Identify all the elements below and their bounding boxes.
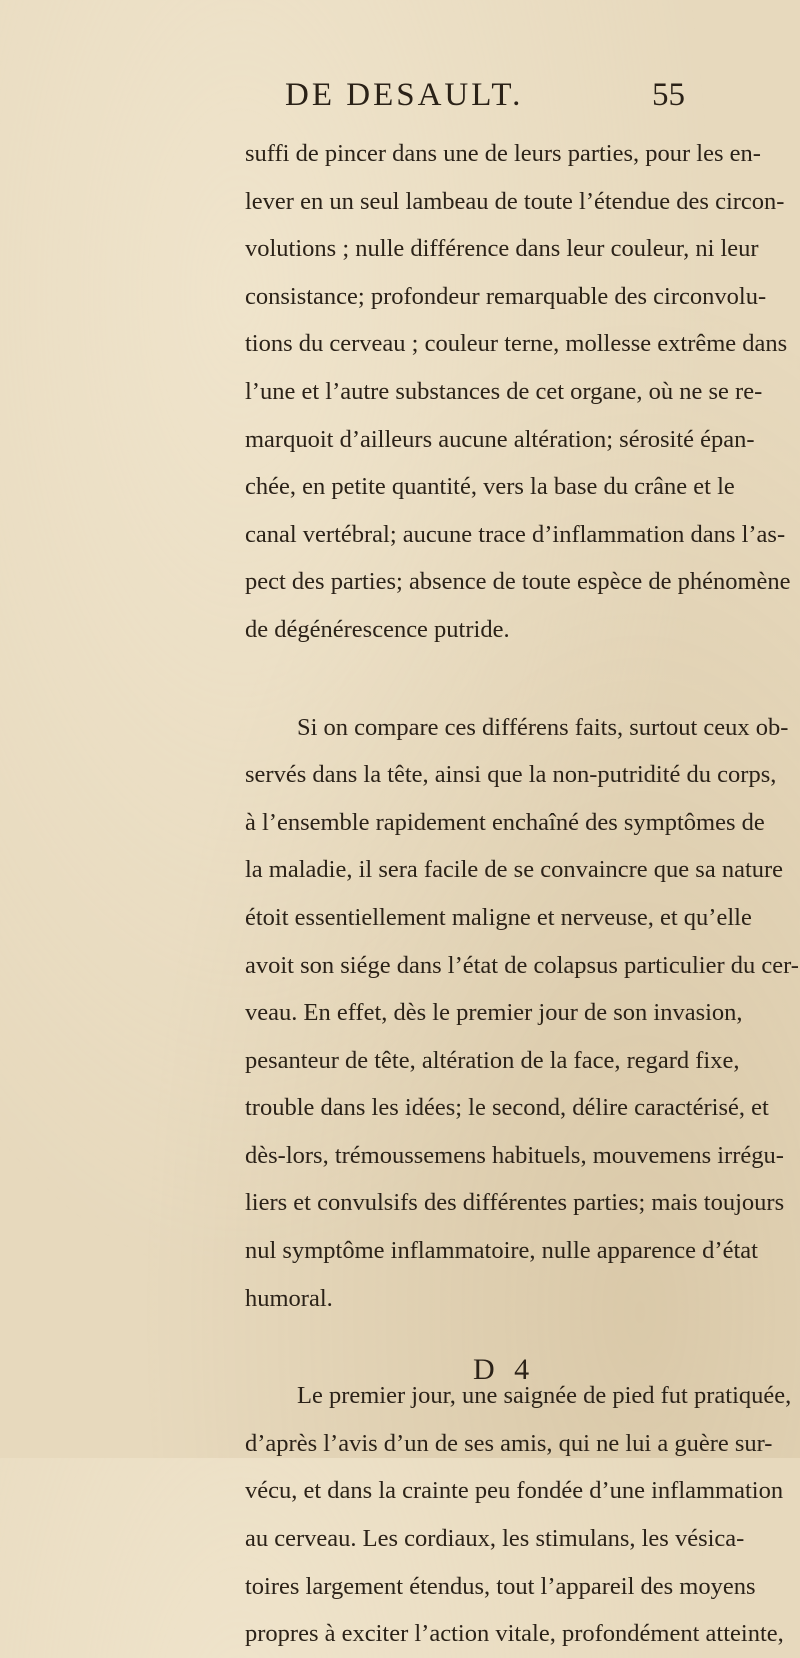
text-line: l’une et l’autre substances de cet organe, où ne se re- xyxy=(245,377,763,405)
text-line: au cerveau. Les cordiaux, les stimulans, les vésica- xyxy=(245,1525,745,1553)
running-head xyxy=(245,72,685,118)
paragraph-1 xyxy=(245,130,791,654)
text-line: suffi de pincer dans une de leurs parties, pour les en- xyxy=(245,140,761,167)
text-line: liers et convulsifs des différentes parties; mais toujours xyxy=(245,1189,785,1217)
text-line: pect des parties; absence de toute espèce de phénomène xyxy=(245,568,791,596)
text-line: servés dans la tête, ainsi que la non-putridité du corps, xyxy=(245,761,777,789)
text-line: propres à exciter l’action vitale, profondément atteinte, xyxy=(245,1620,784,1648)
paragraph-3 xyxy=(245,1372,792,1658)
signature-mark: D 4 xyxy=(473,1353,536,1386)
text-line: Si on compare ces différens faits, surtout ceux ob- xyxy=(297,713,789,741)
text-line: Le premier jour, une saignée de pied fut pratiquée, xyxy=(297,1382,792,1410)
text-line: d’après l’avis d’un de ses amis, qui ne lui a guère sur- xyxy=(245,1429,773,1457)
paragraph-2 xyxy=(245,704,799,1323)
text-line: à l’ensemble rapidement enchaîné des symptômes de xyxy=(245,808,765,836)
text-line: étoit essentiellement maligne et nerveuse, et qu’elle xyxy=(245,903,752,931)
text-line: chée, en petite quantité, vers la base du crâne et le xyxy=(245,473,735,501)
body-text xyxy=(245,130,799,1658)
text-line: toires largement étendus, tout l’appareil des moyens xyxy=(245,1572,756,1600)
text-line: nul symptôme inflammatoire, nulle apparence d’état xyxy=(245,1237,758,1265)
text-line: dès-lors, trémoussemens habituels, mouvemens irrégu- xyxy=(245,1141,784,1169)
text-line: la maladie, il sera facile de se convaincre que sa nature xyxy=(245,856,784,884)
paragraph-gap xyxy=(245,654,685,704)
text-line: vécu, et dans la crainte peu fondée d’une inflammation xyxy=(245,1477,784,1505)
text-line: consistance; profondeur remarquable des circonvolu- xyxy=(245,282,767,310)
text-line: marquoit d’ailleurs aucune altération; sérosité épan- xyxy=(245,425,755,453)
text-line: volutions ; nulle différence dans leur couleur, ni leur xyxy=(245,235,759,263)
text-line: tions du cerveau ; couleur terne, mollesse extrême dans xyxy=(245,330,788,358)
text-line: pesanteur de tête, altération de la face, regard fixe, xyxy=(245,1046,740,1074)
text-line: veau. En effet, dès le premier jour de son invasion, xyxy=(245,999,743,1027)
text-line: trouble dans les idées; le second, délire caractérisé, et xyxy=(245,1094,769,1122)
paragraph-gap xyxy=(245,1322,685,1372)
text-line: lever en un seul lambeau de toute l’étendue des circon- xyxy=(245,187,785,215)
text-line: avoit son siége dans l’état de colapsus particulier du cer- xyxy=(245,951,799,979)
text-line: humoral. xyxy=(245,1284,333,1312)
running-title: DE DESAULT. xyxy=(285,77,524,113)
page-number: 55 xyxy=(652,77,685,113)
text-line: canal vertébral; aucune trace d’inflammation dans l’as- xyxy=(245,520,786,548)
text-line: de dégénérescence putride. xyxy=(245,615,510,643)
